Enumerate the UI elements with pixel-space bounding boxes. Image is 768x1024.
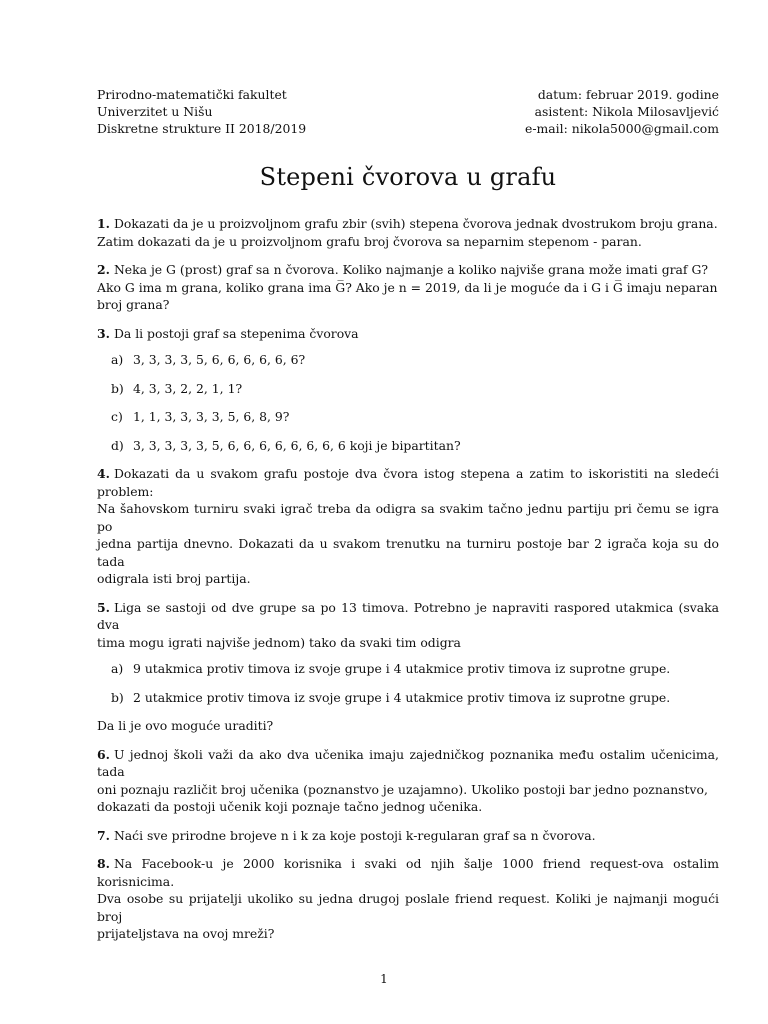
university-name: Univerzitet u Nišu (97, 104, 213, 119)
problem-text: tima mogu igrati najviše jednom) tako da svaki tim odigra (97, 634, 461, 650)
problem-text: Na šahovskom turniru svaki igrač treba da odigra sa svakim tačno jednu partiju pri čemu se igra po (97, 501, 719, 534)
item-label: b) (111, 380, 124, 396)
problem-number: 2. (97, 262, 110, 277)
document-page (97, 86, 719, 954)
list-item (111, 660, 719, 678)
problem-number: 5. (97, 599, 110, 615)
problem-5 (97, 599, 719, 735)
item-text: 3, 3, 3, 3, 5, 6, 6, 6, 6, 6, 6? (133, 352, 306, 367)
list-item (111, 689, 719, 707)
problem-number: 3. (97, 325, 110, 341)
problem-number: 7. (97, 827, 110, 843)
list-item (111, 380, 719, 398)
problem-text: odigrala isti broj partija. (97, 571, 251, 586)
problem-number: 1. (97, 216, 110, 231)
problem-text: Dva osobe su prijatelji ukoliko su jedna drugoj poslale friend request. Koliki je najmanji mogući broj (97, 891, 719, 924)
page-title: Stepeni čvorova u grafu (259, 163, 557, 191)
item-label: a) (111, 661, 124, 676)
problem-text: jedna partija dnevno. Dokazati da u svakom trenutku na turniru postoje bar 2 igrača koja su do tada (97, 536, 719, 569)
item-label: d) (111, 437, 124, 453)
problem-text: oni poznaju različit broj učenika (poznanstvo je uzajamno). Ukoliko postoji bar jedno poznanstvo, (97, 781, 708, 797)
problem-text: Naći sve prirodne brojeve n i k za koje postoji k-regularan graf sa n čvorova. (113, 827, 596, 843)
list-item (111, 351, 719, 369)
problem-number: 8. (97, 856, 110, 871)
problem-2 (97, 261, 719, 314)
faculty-name: Prirodno-matematički fakultet (97, 87, 287, 102)
problem-1 (97, 215, 719, 250)
subitem-list (111, 351, 719, 454)
assistant-line: asistent: Nikola Milosavljević (534, 104, 719, 119)
problem-3 (97, 325, 719, 455)
date-line: datum: februar 2019. godine (537, 87, 719, 102)
problem-text: Zatim dokazati da je u proizvoljnom grafu broj čvorova sa neparnim stepenom - paran. (97, 233, 642, 249)
item-label: c) (111, 409, 123, 424)
email-line: e-mail: nikola5000@gmail.com (525, 121, 719, 136)
problem-text: Dokazati da u svakom grafu postoje dva čvora istog stepena a zatim to iskoristiti na sledeći problem: (97, 466, 719, 499)
problem-text: Ako G ima m grana, koliko grana ima G̅? Ako je n = 2019, da li je moguće da i G i G̅ imaju neparan (97, 279, 718, 295)
problem-text: Da li postoji graf sa stepenima čvorova (113, 325, 359, 341)
item-text: 2 utakmice protiv timova iz svoje grupe i 4 utakmice protiv timova iz suprotne grupe. (133, 689, 671, 705)
problem-6 (97, 746, 719, 816)
course-name: Diskretne strukture II 2018/2019 (97, 121, 307, 136)
problem-text: dokazati da postoji učenik koji poznaje tačno jednog učenika. (97, 799, 483, 814)
subitem-list (111, 660, 719, 706)
item-text: 1, 1, 3, 3, 3, 3, 5, 6, 8, 9? (133, 409, 290, 424)
problem-number: 4. (97, 466, 110, 481)
item-text: 3, 3, 3, 3, 3, 5, 6, 6, 6, 6, 6, 6, 6, 6 koji je bipartitan? (133, 437, 461, 453)
problem-text: Na Facebook-u je 2000 korisnika i svaki od njih šalje 1000 friend request-ova ostalim korisnicima. (97, 856, 719, 889)
list-item (111, 437, 719, 455)
problem-text: Neka je G (prost) graf sa n čvorova. Koliko najmanje a koliko najviše grana može imati graf G? (113, 262, 708, 277)
problem-4 (97, 465, 719, 588)
item-text: 9 utakmica protiv timova iz svoje grupe i 4 utakmice protiv timova iz suprotne grupe. (133, 661, 671, 676)
header-right (525, 86, 719, 137)
item-label: b) (111, 689, 124, 705)
problem-question: Da li je ovo moguće uraditi? (97, 718, 274, 733)
header (97, 86, 719, 137)
item-text: 4, 3, 3, 2, 2, 1, 1? (133, 380, 243, 396)
problem-text: broj grana? (97, 297, 170, 312)
problem-text: prijateljstava na ovoj mreži? (97, 926, 275, 941)
problem-7 (97, 827, 719, 845)
item-label: a) (111, 352, 124, 367)
header-left (97, 86, 306, 137)
problem-text: U jednoj školi važi da ako dva učenika imaju zajedničkog poznanika među ostalim učenicima, tada (97, 746, 719, 779)
problem-text: Dokazati da je u proizvoljnom grafu zbir (svih) stepena čvorova jednak dvostrukom broju grana. (113, 216, 718, 231)
problem-8 (97, 855, 719, 943)
problem-number: 6. (97, 746, 110, 762)
problem-text: Liga se sastoji od dve grupe sa po 13 timova. Potrebno je napraviti raspored utakmica (svaka dva (97, 599, 719, 632)
page-number: 1 (380, 972, 388, 986)
list-item (111, 408, 719, 426)
